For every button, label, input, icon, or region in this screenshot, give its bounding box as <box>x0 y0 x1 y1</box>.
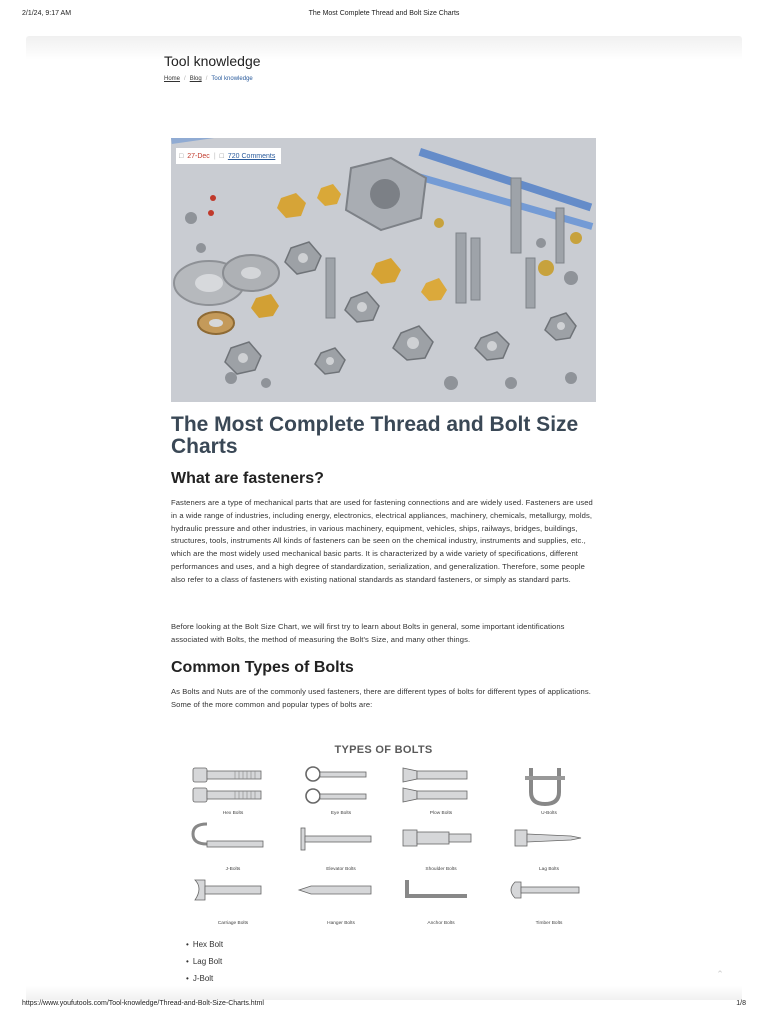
paragraph-bolt-intro: Before looking at the Bolt Size Chart, we will first try to learn about Bolts in general, some important identifications associated with Bolts, the method of measuring the Bolt's Size, and many other things. <box>171 622 565 644</box>
breadcrumb <box>164 76 253 82</box>
bolt-label: Hex Bolts <box>222 811 244 816</box>
types-of-bolts-image <box>171 736 596 926</box>
breadcrumb-blog[interactable]: Blog <box>189 76 202 82</box>
bolt-label: Anchor Bolts <box>427 921 455 926</box>
shoulder-bolts-illustration <box>393 820 489 872</box>
post-date: 27-Dec <box>187 152 210 160</box>
plow-bolts-illustration <box>393 764 489 816</box>
bolt-label: Hanger Bolts <box>327 921 355 926</box>
breadcrumb-separator: / <box>184 76 186 82</box>
list-item: • J-Bolt <box>186 970 223 987</box>
bolt-label: Lag Bolts <box>538 867 559 872</box>
bolt-label: Carriage Bolts <box>217 921 249 926</box>
timber-bolts-illustration <box>501 874 597 926</box>
paragraph-fasteners: Fasteners are a type of mechanical parts that are used for fastening connections and are widely used. Fasteners are used in a wide range of industries, including energy, electronics, electrical appliances, machinery, chemicals, metallurgy, molds, hydraulic pressure and other industries, in various machinery, equipment, vehicles, ships, railways, bridges, buildings, structures, tools, instruments All kinds of fasteners can be seen on the chemical industry, instruments and supplies, etc., which are the most widely used mechanical basic parts. It is characterized by a wide variety of specifications, different performances and uses, and a high degree of standardization, serialization, and generalization. Therefore, some people also refer to a class of fasteners with existing national standards as standard fasteners, or simply as standard parts. <box>171 498 593 584</box>
bolt-label: Timber Bolts <box>535 921 563 926</box>
bolt-label: J-Bolts <box>225 867 241 872</box>
breadcrumb-home[interactable]: Home <box>164 76 181 82</box>
breadcrumb-separator: / <box>205 76 208 82</box>
bolt-image-title: TYPES OF BOLTS <box>334 744 433 756</box>
comments-link[interactable]: 720 Comments <box>227 152 276 160</box>
bolt-label: Shoulder Bolts <box>425 867 457 872</box>
heading-what-are-fasteners: What are fasteners? <box>171 470 324 487</box>
scroll-to-top-icon[interactable]: ⌃ <box>716 969 724 979</box>
bolt-label: Plow Bolts <box>429 811 453 816</box>
meta-separator: | <box>213 152 216 160</box>
carriage-bolts-illustration <box>185 874 281 926</box>
list-item: • Lag Bolt <box>186 953 223 970</box>
print-page-number: 1/8 <box>736 1000 746 1007</box>
j-bolts-illustration <box>185 820 281 872</box>
site-header-bar <box>26 36 742 60</box>
hex-bolts-illustration <box>185 764 281 816</box>
bolt-type-list <box>186 936 223 987</box>
hanger-bolts-illustration <box>293 874 389 926</box>
hero-image <box>171 138 596 402</box>
heading-common-types: Common Types of Bolts <box>171 659 354 676</box>
article-title: The Most Complete Thread and Bolt Size Charts <box>171 413 579 458</box>
lag-bolts-illustration <box>501 820 597 872</box>
calendar-icon: □ <box>179 152 184 160</box>
print-date: 2/1/24, 9:17 AM <box>22 10 72 17</box>
anchor-bolts-illustration <box>393 874 489 926</box>
section-title: Tool knowledge <box>164 53 261 69</box>
u-bolts-illustration <box>501 764 597 816</box>
comment-icon: □ <box>219 152 224 160</box>
post-meta <box>176 148 281 164</box>
page-bottom-edge <box>26 986 742 1000</box>
elevator-bolts-illustration <box>293 820 389 872</box>
print-url: https://www.youfutools.com/Tool-knowledge/Thread-and-Bolt-Size-Charts.html <box>22 1000 264 1007</box>
print-footer <box>22 1000 746 1012</box>
paragraph-bolt-types: As Bolts and Nuts are of the commonly used fasteners, there are different types of bolts for different types of applications. Some of the more common and popular types of bolts are: <box>171 687 591 709</box>
list-item: • Hex Bolt <box>186 936 223 953</box>
bolt-label: Eye Bolts <box>330 811 352 816</box>
bolt-label: U-Bolts <box>541 811 557 816</box>
bolt-label: Elevator Bolts <box>326 867 356 872</box>
breadcrumb-current[interactable]: Tool knowledge <box>211 76 253 82</box>
print-title: The Most Complete Thread and Bolt Size Charts <box>308 10 460 17</box>
eye-bolts-illustration <box>293 764 389 816</box>
print-header <box>22 10 746 22</box>
fasteners-photo <box>171 138 596 402</box>
